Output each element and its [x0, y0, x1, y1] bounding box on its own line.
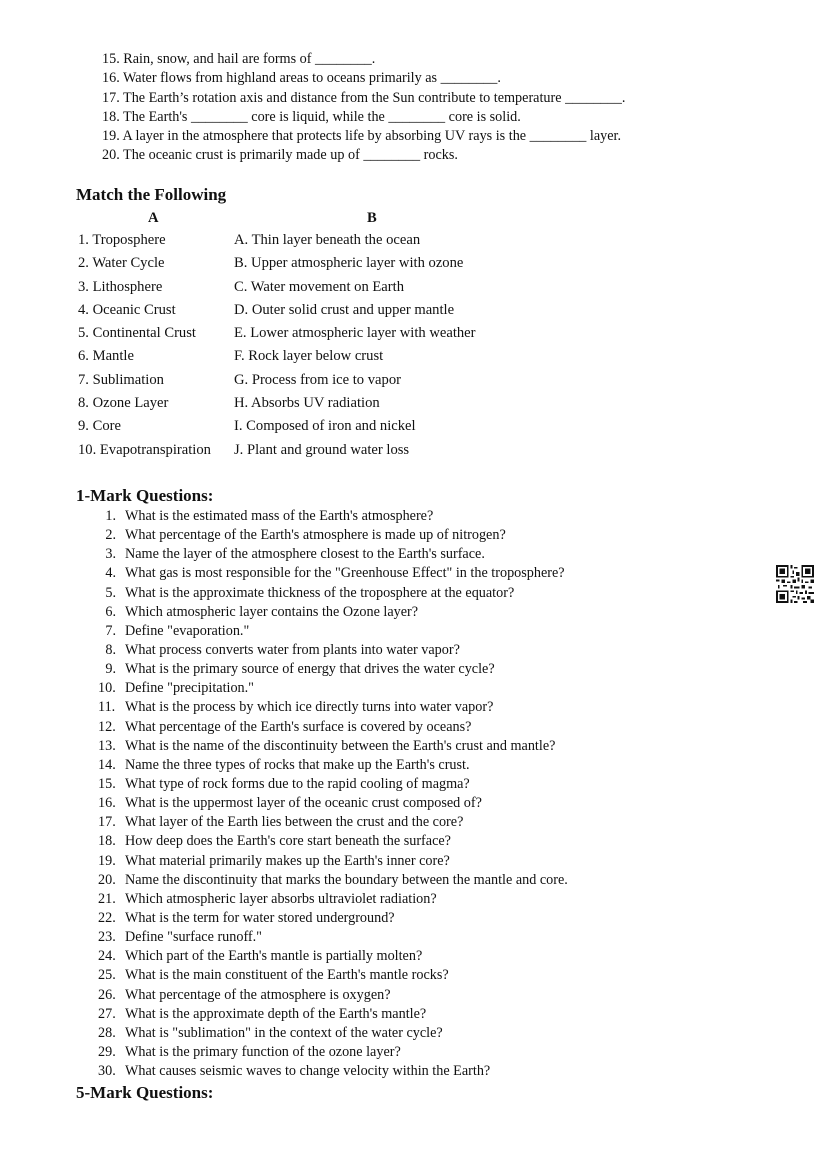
question-text: Name the layer of the atmosphere closest to the Earth's surface. [125, 546, 485, 563]
match-term: 7. Sublimation [78, 371, 164, 388]
question-item [98, 986, 568, 1005]
question-text: What is the name of the discontinuity between the Earth's crust and mantle? [125, 737, 556, 754]
question-text: What type of rock forms due to the rapid cooling of magma? [125, 775, 470, 792]
question-item [98, 622, 568, 641]
match-definition: A. Thin layer beneath the ocean [234, 232, 421, 248]
match-term: 1. Troposphere [78, 232, 166, 248]
fill-in-blanks-list [102, 50, 625, 166]
match-term: 6. Mantle [78, 348, 134, 365]
match-definition: I. Composed of iron and nickel [234, 418, 416, 435]
match-term: 3. Lithosphere [78, 278, 163, 295]
question-item [98, 718, 568, 737]
question-number: 1. [105, 508, 116, 524]
question-number: 14. [98, 756, 116, 773]
question-text: Which atmospheric layer contains the Ozone layer? [125, 603, 419, 620]
question-text: What percentage of the Earth's surface is covered by oceans? [125, 718, 472, 735]
question-number: 18. [98, 833, 116, 850]
question-item [98, 1043, 568, 1062]
column-a-header: A [148, 210, 159, 226]
five-mark-heading: 5-Mark Questions: [76, 1083, 214, 1102]
question-number: 4. [105, 565, 116, 582]
match-definition: C. Water movement on Earth [234, 278, 404, 295]
match-term: 8. Ozone Layer [78, 395, 169, 412]
question-number: 13. [98, 737, 116, 754]
question-number: 2. [105, 527, 116, 544]
question-number: 26. [98, 986, 116, 1003]
question-item [98, 966, 568, 985]
question-text: Define "surface runoff." [125, 929, 262, 946]
question-text: What is "sublimation" in the context of the water cycle? [125, 1024, 443, 1041]
question-text: Define "evaporation." [125, 622, 250, 639]
question-number: 8. [105, 641, 116, 658]
question-item [98, 545, 568, 564]
question-number: 22. [98, 909, 116, 926]
question-text: What is the process by which ice directly turns into water vapor? [125, 699, 494, 716]
question-item [98, 871, 568, 890]
question-number: 7. [105, 622, 116, 639]
question-item [98, 852, 568, 871]
question-text: Name the discontinuity that marks the boundary between the mantle and core. [125, 871, 568, 888]
question-text: What gas is most responsible for the "Greenhouse Effect" in the troposphere? [125, 565, 565, 582]
match-definition: F. Rock layer below crust [234, 348, 384, 365]
match-definition: D. Outer solid crust and upper mantle [234, 301, 455, 318]
question-number: 27. [98, 1005, 116, 1022]
question-item [98, 584, 568, 603]
question-number: 12. [98, 718, 116, 735]
question-text: What process converts water from plants into water vapor? [125, 641, 460, 658]
question-text: What causes seismic waves to change velocity within the Earth? [125, 1063, 491, 1080]
question-number: 21. [98, 890, 116, 907]
one-mark-heading: 1-Mark Questions: [76, 486, 214, 505]
question-text: How deep does the Earth's core start beneath the surface? [125, 833, 451, 850]
question-number: 11. [98, 699, 116, 716]
question-number: 17. [98, 814, 116, 831]
question-number: 24. [98, 948, 116, 965]
question-text: What material primarily makes up the Earth's inner core? [125, 852, 450, 869]
fill-blank-item: 19. A layer in the atmosphere that protects life by absorbing UV rays is the ________ layer. [102, 128, 622, 145]
question-number: 16. [98, 795, 116, 812]
question-number: 5. [105, 584, 116, 601]
question-item [98, 813, 568, 832]
question-number: 10. [98, 680, 116, 697]
question-number: 19. [98, 852, 116, 869]
question-number: 3. [105, 546, 116, 563]
question-text: Which atmospheric layer absorbs ultraviolet radiation? [125, 890, 437, 907]
question-item [98, 1062, 568, 1081]
question-item [98, 679, 568, 698]
question-item [98, 603, 568, 622]
question-item [98, 947, 568, 966]
question-number: 30. [98, 1063, 116, 1080]
match-term: 2. Water Cycle [78, 255, 165, 272]
question-text: What percentage of the atmosphere is oxygen? [125, 986, 391, 1003]
question-item [98, 564, 568, 583]
question-item [98, 832, 568, 851]
qr-code-icon [776, 565, 814, 603]
question-number: 6. [105, 603, 116, 620]
question-number: 28. [98, 1024, 116, 1041]
question-item [98, 794, 568, 813]
match-heading: Match the Following [76, 185, 227, 204]
question-text: Define "precipitation." [125, 680, 254, 697]
question-item [98, 928, 568, 947]
question-item [98, 526, 568, 545]
question-text: Which part of the Earth's mantle is partially molten? [125, 948, 423, 965]
question-text: What is the main constituent of the Earth's mantle rocks? [125, 967, 449, 984]
question-item [98, 1005, 568, 1024]
question-number: 9. [105, 661, 116, 678]
match-definition: E. Lower atmospheric layer with weather [234, 325, 476, 342]
question-item [98, 698, 568, 717]
question-text: What layer of the Earth lies between the crust and the core? [125, 814, 464, 831]
match-term: 4. Oceanic Crust [78, 301, 176, 318]
question-text: What is the term for water stored underground? [125, 909, 395, 926]
question-item [98, 756, 568, 775]
question-item [98, 507, 568, 526]
question-item [98, 890, 568, 909]
match-definition: B. Upper atmospheric layer with ozone [234, 255, 464, 272]
fill-blank-item: 15. Rain, snow, and hail are forms of ________. [102, 51, 376, 67]
question-text: Name the three types of rocks that make up the Earth's crust. [125, 756, 470, 773]
match-term: 10. Evapotranspiration [78, 441, 211, 458]
question-item [98, 909, 568, 928]
question-number: 25. [98, 967, 116, 984]
question-item [98, 737, 568, 756]
question-text: What is the primary source of energy that drives the water cycle? [125, 661, 495, 678]
fill-blank-item: 16. Water flows from highland areas to oceans primarily as ________. [102, 70, 501, 87]
question-number: 29. [98, 1043, 116, 1060]
fill-blank-item: 17. The Earth’s rotation axis and distance from the Sun contribute to temperature ________. [102, 89, 626, 106]
question-number: 23. [98, 929, 116, 946]
fill-blank-item: 18. The Earth's ________ core is liquid, while the ________ core is solid. [102, 108, 521, 125]
question-text: What is the estimated mass of the Earth's atmosphere? [125, 508, 434, 524]
match-definition: H. Absorbs UV radiation [234, 395, 380, 412]
question-item [98, 660, 568, 679]
question-item [98, 1024, 568, 1043]
column-b-header: B [367, 210, 377, 226]
question-text: What is the primary function of the ozone layer? [125, 1043, 401, 1060]
question-text: What is the approximate thickness of the troposphere at the equator? [125, 584, 515, 601]
match-term: 9. Core [78, 418, 121, 435]
question-text: What percentage of the Earth's atmosphere is made up of nitrogen? [125, 527, 506, 544]
question-number: 15. [98, 775, 116, 792]
question-number: 20. [98, 871, 116, 888]
question-item [98, 775, 568, 794]
question-item [98, 641, 568, 660]
question-text: What is the uppermost layer of the oceanic crust composed of? [125, 795, 482, 812]
fill-blank-item: 20. The oceanic crust is primarily made up of ________ rocks. [102, 147, 458, 164]
question-text: What is the approximate depth of the Earth's mantle? [125, 1005, 427, 1022]
match-definition: J. Plant and ground water loss [234, 441, 410, 458]
match-definition: G. Process from ice to vapor [234, 371, 401, 388]
one-mark-question-list [98, 507, 568, 1081]
match-term: 5. Continental Crust [78, 325, 196, 342]
